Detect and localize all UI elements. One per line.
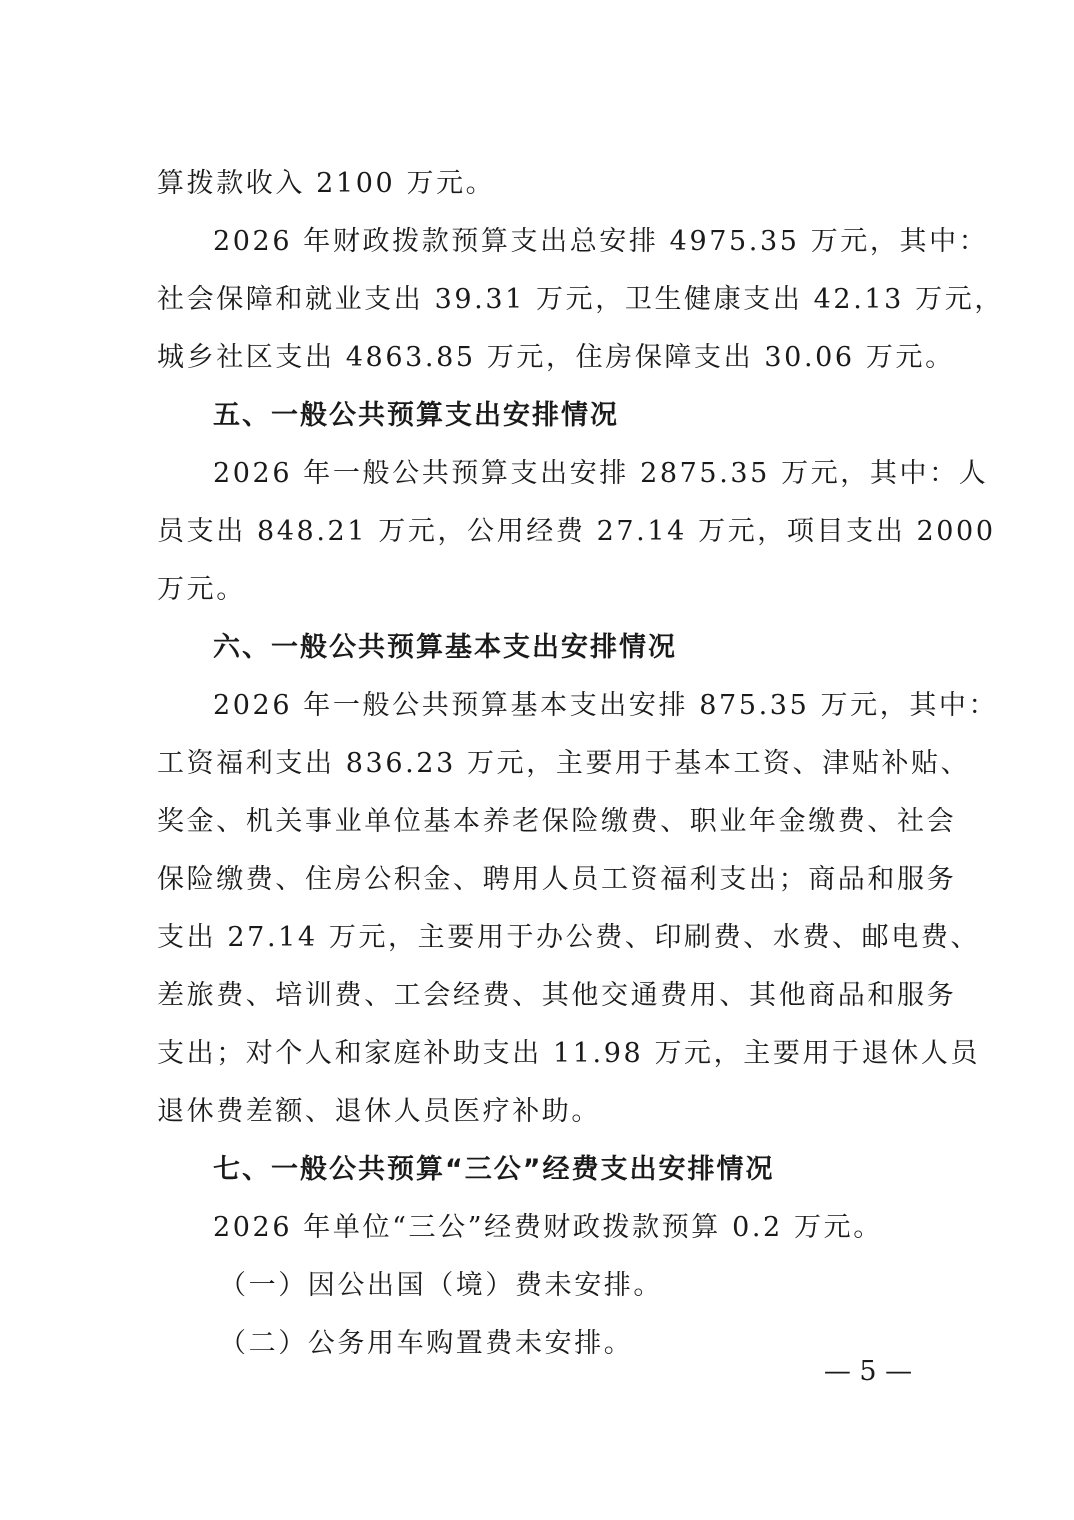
paragraph-line: 员支出 848.21 万元，公用经费 27.14 万元，项目支出 2000 xyxy=(157,516,996,547)
paragraph-line: 2026 年一般公共预算基本支出安排 875.35 万元，其中： xyxy=(213,690,999,721)
sub-item-2: （二）公务用车购置费未安排。 xyxy=(219,1328,634,1359)
paragraph-line: 城乡社区支出 4863.85 万元，住房保障支出 30.06 万元。 xyxy=(157,342,955,373)
paragraph-line: 社会保障和就业支出 39.31 万元，卫生健康支出 42.13 万元， xyxy=(157,284,1004,315)
paragraph-line: 工资福利支出 836.23 万元，主要用于基本工资、津贴补贴、 xyxy=(157,748,971,779)
paragraph-line: 算拨款收入 2100 万元。 xyxy=(157,168,496,199)
paragraph-line: 2026 年财政拨款预算支出总安排 4975.35 万元，其中： xyxy=(213,226,989,257)
paragraph-line: 2026 年单位“三公”经费财政拨款预算 0.2 万元。 xyxy=(213,1212,883,1243)
paragraph-line: 支出；对个人和家庭补助支出 11.98 万元，主要用于退休人员 xyxy=(157,1038,981,1069)
body-text xyxy=(157,155,1004,1373)
section-heading-7: 七、一般公共预算“三公”经费支出安排情况 xyxy=(213,1154,775,1185)
section-heading-5: 五、一般公共预算支出安排情况 xyxy=(213,400,619,431)
paragraph-line: 万元。 xyxy=(157,574,246,605)
paragraph-line: 奖金、机关事业单位基本养老保险缴费、职业年金缴费、社会 xyxy=(157,806,957,837)
paragraph-line: 差旅费、培训费、工会经费、其他交通费用、其他商品和服务 xyxy=(157,980,957,1011)
sub-item-1: （一）因公出国（境）费未安排。 xyxy=(219,1270,663,1301)
paragraph-line: 2026 年一般公共预算支出安排 2875.35 万元，其中：人 xyxy=(213,458,989,489)
paragraph-line: 退休费差额、退休人员医疗补助。 xyxy=(157,1096,601,1127)
section-heading-6: 六、一般公共预算基本支出安排情况 xyxy=(213,632,677,663)
page-number: — 5 — xyxy=(823,1356,913,1387)
paragraph-line: 支出 27.14 万元，主要用于办公费、印刷费、水费、邮电费、 xyxy=(157,922,981,953)
paragraph-line: 保险缴费、住房公积金、聘用人员工资福利支出；商品和服务 xyxy=(157,864,957,895)
